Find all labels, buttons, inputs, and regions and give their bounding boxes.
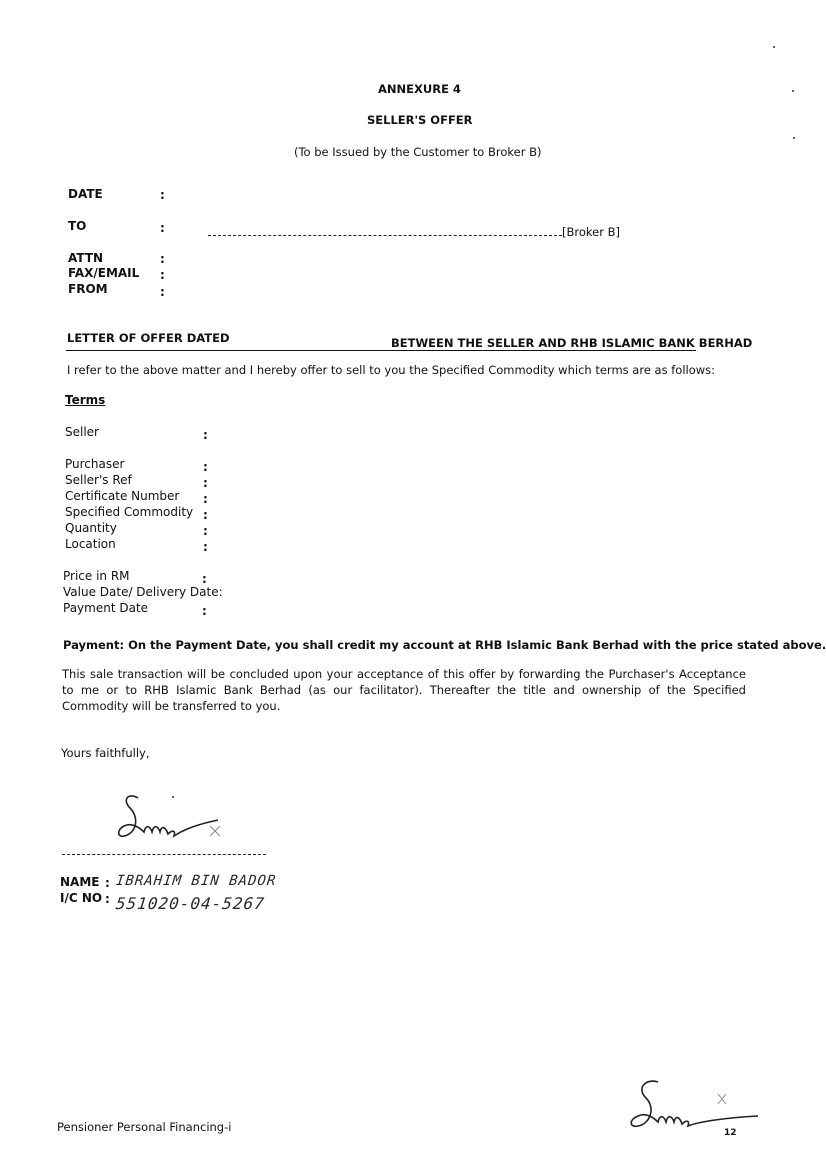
term-quantity: Quantity <box>65 521 117 535</box>
term-certificate: Certificate Number <box>65 489 180 503</box>
term-payment-date: Payment Date <box>63 601 149 615</box>
term-certificate-colon: : <box>203 492 208 506</box>
ic-value: 551020-04-5267 <box>115 894 266 913</box>
term-sellers-ref: Seller's Ref <box>65 473 132 487</box>
terms-heading: Terms <box>65 393 106 407</box>
fax-email-colon: : <box>160 268 165 282</box>
scan-speck <box>792 90 794 92</box>
ic-colon: : <box>105 892 110 906</box>
name-value: IBRAHIM BIN BADOR <box>115 873 278 889</box>
term-seller-colon: : <box>203 428 208 442</box>
intro-text: I refer to the above matter and I hereby offer to sell to you the Specified Commodity which terms are as follows: <box>67 363 716 377</box>
term-price: Price in RM <box>63 569 130 583</box>
fax-email-label: FAX/EMAIL <box>68 266 140 280</box>
conclusion-paragraph: This sale transaction will be concluded upon your acceptance of this offer by forwarding the Purchaser's Acceptance to me or to RHB Islamic Bank Berhad (as our facilitator). Thereafter the title and ownership of the Specified Commodity will be transferred to you. <box>62 667 746 713</box>
term-price-colon: : <box>202 572 207 586</box>
between-parties-label: BETWEEN THE SELLER AND RHB ISLAMIC BANK BERHAD <box>391 336 753 350</box>
term-value-date: Value Date/ Delivery Date: <box>63 585 223 599</box>
attn-colon: : <box>160 252 165 266</box>
term-purchaser: Purchaser <box>65 457 125 471</box>
date-colon: : <box>160 188 165 202</box>
signature-line <box>62 854 266 855</box>
attn-label: ATTN <box>68 251 104 265</box>
page-subtitle: (To be Issued by the Customer to Broker B) <box>294 145 542 159</box>
annexure-heading: ANNEXURE 4 <box>378 82 461 96</box>
term-sellers-ref-colon: : <box>203 476 208 490</box>
term-seller: Seller <box>65 425 99 439</box>
to-blank-line <box>208 235 562 236</box>
term-location-colon: : <box>203 540 208 554</box>
term-quantity-colon: : <box>203 524 208 538</box>
from-label: FROM <box>68 282 108 296</box>
term-commodity: Specified Commodity <box>65 505 194 519</box>
page-number: 12 <box>724 1128 737 1138</box>
page-title: SELLER'S OFFER <box>367 113 473 127</box>
ic-label: I/C NO <box>60 891 103 905</box>
term-commodity-colon: : <box>203 508 208 522</box>
closing-text: Yours faithfully, <box>61 746 150 760</box>
footer-initials-mark <box>622 1074 762 1144</box>
scan-speck <box>172 796 174 798</box>
date-label: DATE <box>68 187 103 201</box>
footer-product: Pensioner Personal Financing-i <box>57 1120 232 1134</box>
to-label: TO <box>68 219 87 233</box>
to-colon: : <box>160 221 165 235</box>
letter-divider <box>66 350 696 351</box>
letter-of-offer-label: LETTER OF OFFER DATED <box>67 331 230 345</box>
to-broker-suffix: [Broker B] <box>562 225 620 239</box>
term-payment-date-colon: : <box>202 604 207 618</box>
payment-note: Payment: On the Payment Date, you shall credit my account at RHB Islamic Bank Berhad with the price stated above. <box>63 638 826 652</box>
term-location: Location <box>65 537 116 551</box>
signature-mark <box>110 786 240 856</box>
name-label: NAME <box>60 875 100 889</box>
scan-speck <box>773 46 775 48</box>
scan-speck <box>793 137 795 139</box>
term-purchaser-colon: : <box>203 460 208 474</box>
name-colon: : <box>105 876 110 890</box>
from-colon: : <box>160 285 165 299</box>
